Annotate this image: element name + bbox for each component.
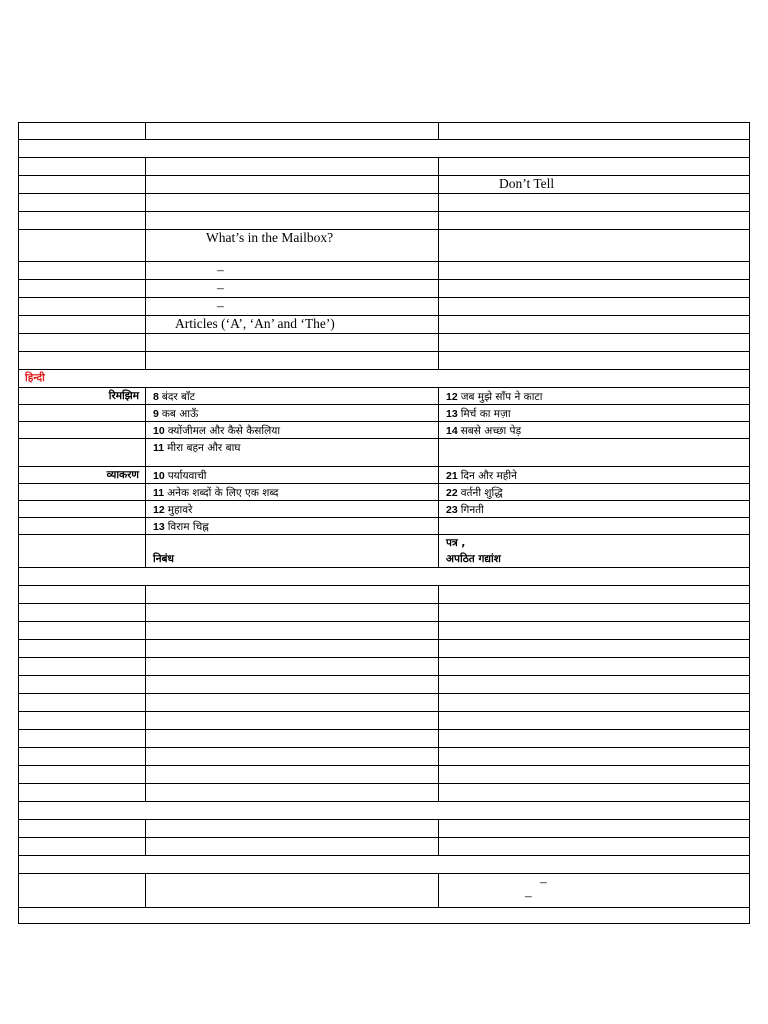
list-item: 10 क्योंजीमल और कैसे कैसलिया [153, 425, 281, 437]
table-row [18, 298, 750, 316]
table-row [18, 535, 750, 568]
section-title-hindi: हिन्दी [25, 372, 45, 384]
table-row [18, 748, 750, 766]
table-row [18, 122, 750, 140]
table-row [18, 280, 750, 298]
story-dont-tell: Don’t Tell [499, 176, 555, 191]
table-row [18, 405, 750, 422]
list-item: 12 जब मुझे साँप ने काटा [446, 391, 543, 403]
table-row [18, 316, 750, 334]
table-row [18, 334, 750, 352]
table-row [18, 158, 750, 176]
table-row [18, 230, 750, 262]
table-row [18, 658, 750, 676]
table-row [18, 640, 750, 658]
table-row [18, 604, 750, 622]
table-row [18, 820, 750, 838]
list-item: 13 विराम चिह्न [153, 521, 209, 533]
table-row [18, 802, 750, 820]
table-row [18, 586, 750, 604]
table-row [18, 352, 750, 370]
table-row [18, 838, 750, 856]
list-item: 11 अनेक शब्दों के लिए एक शब्द [153, 487, 279, 499]
table-row [18, 194, 750, 212]
table-row [18, 518, 750, 535]
list-item: 10 पर्यायवाची [153, 470, 207, 482]
nibandh-label: निबंध [153, 553, 174, 565]
table-row [18, 730, 750, 748]
list-item: 14 सबसे अच्छा पेड़ [446, 425, 522, 437]
list-item: 9 कब आऊँ [153, 408, 199, 420]
story-mailbox: What’s in the Mailbox? [206, 230, 334, 245]
table-row [18, 712, 750, 730]
table-row [18, 694, 750, 712]
apathit-label: अपठित गद्यांश [446, 553, 501, 565]
table-row [18, 622, 750, 640]
table-row [18, 439, 750, 467]
list-item: 22 वर्तनी शुद्धि [446, 487, 503, 499]
table-row [18, 676, 750, 694]
dash-mark: – [540, 874, 547, 889]
table-row [18, 370, 750, 388]
syllabus-table [18, 122, 750, 924]
table-row [18, 140, 750, 158]
table-row [18, 484, 750, 501]
list-item: 13 मिर्च का मज़ा [446, 408, 511, 420]
list-item: 11 मीरा बहन और बाघ [153, 442, 241, 454]
table-row [18, 212, 750, 230]
dash-mark: – [217, 280, 224, 295]
table-row [18, 501, 750, 518]
grammar-articles: Articles (‘A’, ‘An’ and ‘The’) [175, 316, 335, 331]
list-item: 23 गिनती [446, 504, 484, 516]
dash-mark: – [525, 888, 532, 903]
table-row [18, 568, 750, 586]
table-row [18, 784, 750, 802]
rimjhim-label: रिमझिम [108, 390, 139, 402]
list-item: 12 मुहावरे [153, 504, 193, 516]
list-item: 21 दिन और महीने [446, 470, 517, 482]
table-row [18, 874, 750, 908]
table-row [18, 422, 750, 439]
table-row [18, 388, 750, 405]
dash-mark: – [217, 262, 224, 277]
table-row [18, 467, 750, 484]
table-row [18, 908, 750, 924]
table-row [18, 856, 750, 874]
table-row [18, 766, 750, 784]
dash-mark: – [217, 298, 224, 313]
table-row [18, 262, 750, 280]
table-row [18, 176, 750, 194]
vyakaran-label: व्याकरण [106, 469, 139, 481]
patra-label: पत्र , [446, 537, 466, 549]
list-item: 8 बंदर बाँट [153, 391, 196, 403]
